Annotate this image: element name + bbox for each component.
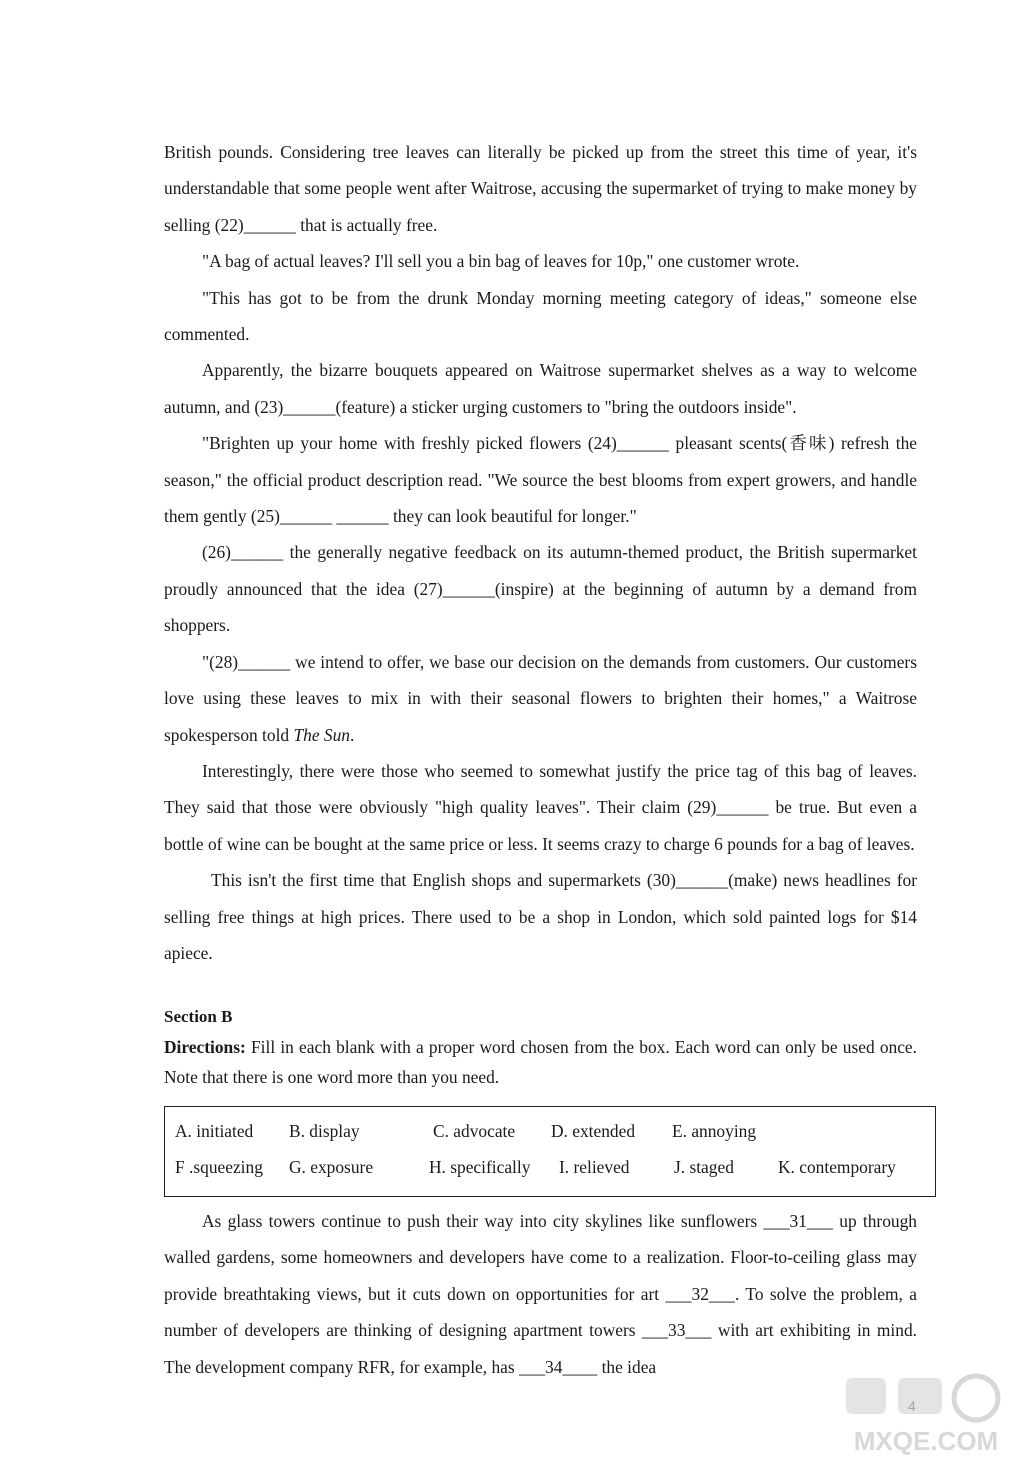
paragraph-9: This isn't the first time that English shops and supermarkets (30)______(make) news headlines for selling free things at high prices. There used to be a shop in London, which sold painted logs for $14 apiece. bbox=[164, 870, 917, 963]
paragraph-3: "This has got to be from the drunk Monday morning meeting category of ideas," someone else commented. bbox=[164, 287, 917, 345]
directions bbox=[164, 1032, 917, 1092]
word-bank-box bbox=[164, 1106, 936, 1197]
paragraph-5: "Brighten up your home with freshly picked flowers (24)______ pleasant scents(香味) refresh the season," the official product description read. "We source the best blooms from expert growers, and handle them gently (25)______ ______ they can look beautiful for longer." bbox=[164, 433, 917, 527]
paragraph-2: "A bag of actual leaves? I'll sell you a bin bag of leaves for 10p," one customer wrote. bbox=[202, 251, 800, 272]
paragraph-4: Apparently, the bizarre bouquets appeared on Waitrose supermarket shelves as a way to welcome autumn, and (23)______(feature) a sticker urging customers to "bring the outdoors inside". bbox=[164, 360, 917, 417]
section-b-title: Section B bbox=[164, 1007, 233, 1026]
word-option: E. annoying bbox=[672, 1121, 757, 1141]
word-option: D. extended bbox=[551, 1121, 636, 1141]
watermark-text: MXQE.COM bbox=[853, 1426, 999, 1456]
word-option: B. display bbox=[289, 1121, 360, 1141]
newspaper-name: The Sun bbox=[293, 724, 350, 745]
section-b-header bbox=[164, 1006, 917, 1092]
directions-text: Fill in each blank with a proper word chosen from the box. Each word can only be used once. Note that there is one word more than you need. bbox=[164, 1037, 917, 1087]
site-watermark-logo bbox=[826, 1368, 1026, 1458]
word-option: H. specifically bbox=[429, 1157, 531, 1177]
word-option: I. relieved bbox=[559, 1157, 630, 1177]
paragraph-8: Interestingly, there were those who seemed to somewhat justify the price tag of this bag of leaves. They said that those were obviously "high quality leaves". Their claim (29)______ be true. But even a bottle of wine can be bought at the same price or less. It seems crazy to charge 6 pounds for a bag of leaves. bbox=[164, 760, 917, 854]
word-option: G. exposure bbox=[289, 1157, 374, 1177]
paragraph-6: (26)______ the generally negative feedback on its autumn-themed product, the British supermarket proudly announced that the idea (27)______(inspire) at the beginning of autumn by a demand from shoppers. bbox=[164, 542, 917, 636]
word-option: F .squeezing bbox=[175, 1157, 263, 1177]
word-option: C. advocate bbox=[433, 1121, 516, 1141]
paragraph-7-text: "(28)______ we intend to offer, we base our decision on the demands from customers. Our customers love using these leaves to mix in with their seasonal flowers to brighten their homes," a Waitrose spokesperson told bbox=[164, 651, 917, 745]
paragraph-7: "(28)______ we intend to offer, we base our decision on the demands from customers. Our customers love using these leaves to mix in with their seasonal flowers to brighten their homes," a Waitrose spokesperson told The Sun. bbox=[164, 651, 917, 745]
word-option: K. contemporary bbox=[778, 1157, 896, 1177]
section-b-passage bbox=[164, 1203, 917, 1385]
word-option: A. initiated bbox=[175, 1121, 254, 1141]
paragraph-1: British pounds. Considering tree leaves can literally be picked up from the street this time of year, it's understandable that some people went after Waitrose, accusing the supermarket of trying to make money by selling (22)______ that is actually free. bbox=[164, 142, 917, 235]
section-a-passage bbox=[164, 134, 917, 971]
passage-b-paragraph: As glass towers continue to push their way into city skylines like sunflowers ___31___ up through walled gardens, some homeowners and developers have come to a realization. Floor-to-ceiling glass may provide breathtaking views, but it cuts down on opportunities for art ___32___. To solve the problem, a number of developers are thinking of designing apartment towers ___33___ with art exhibiting in mind. The development company RFR, for example, has ___34____ the idea bbox=[164, 1211, 917, 1377]
word-option: J. staged bbox=[674, 1157, 734, 1177]
directions-label: Directions: bbox=[164, 1037, 246, 1057]
